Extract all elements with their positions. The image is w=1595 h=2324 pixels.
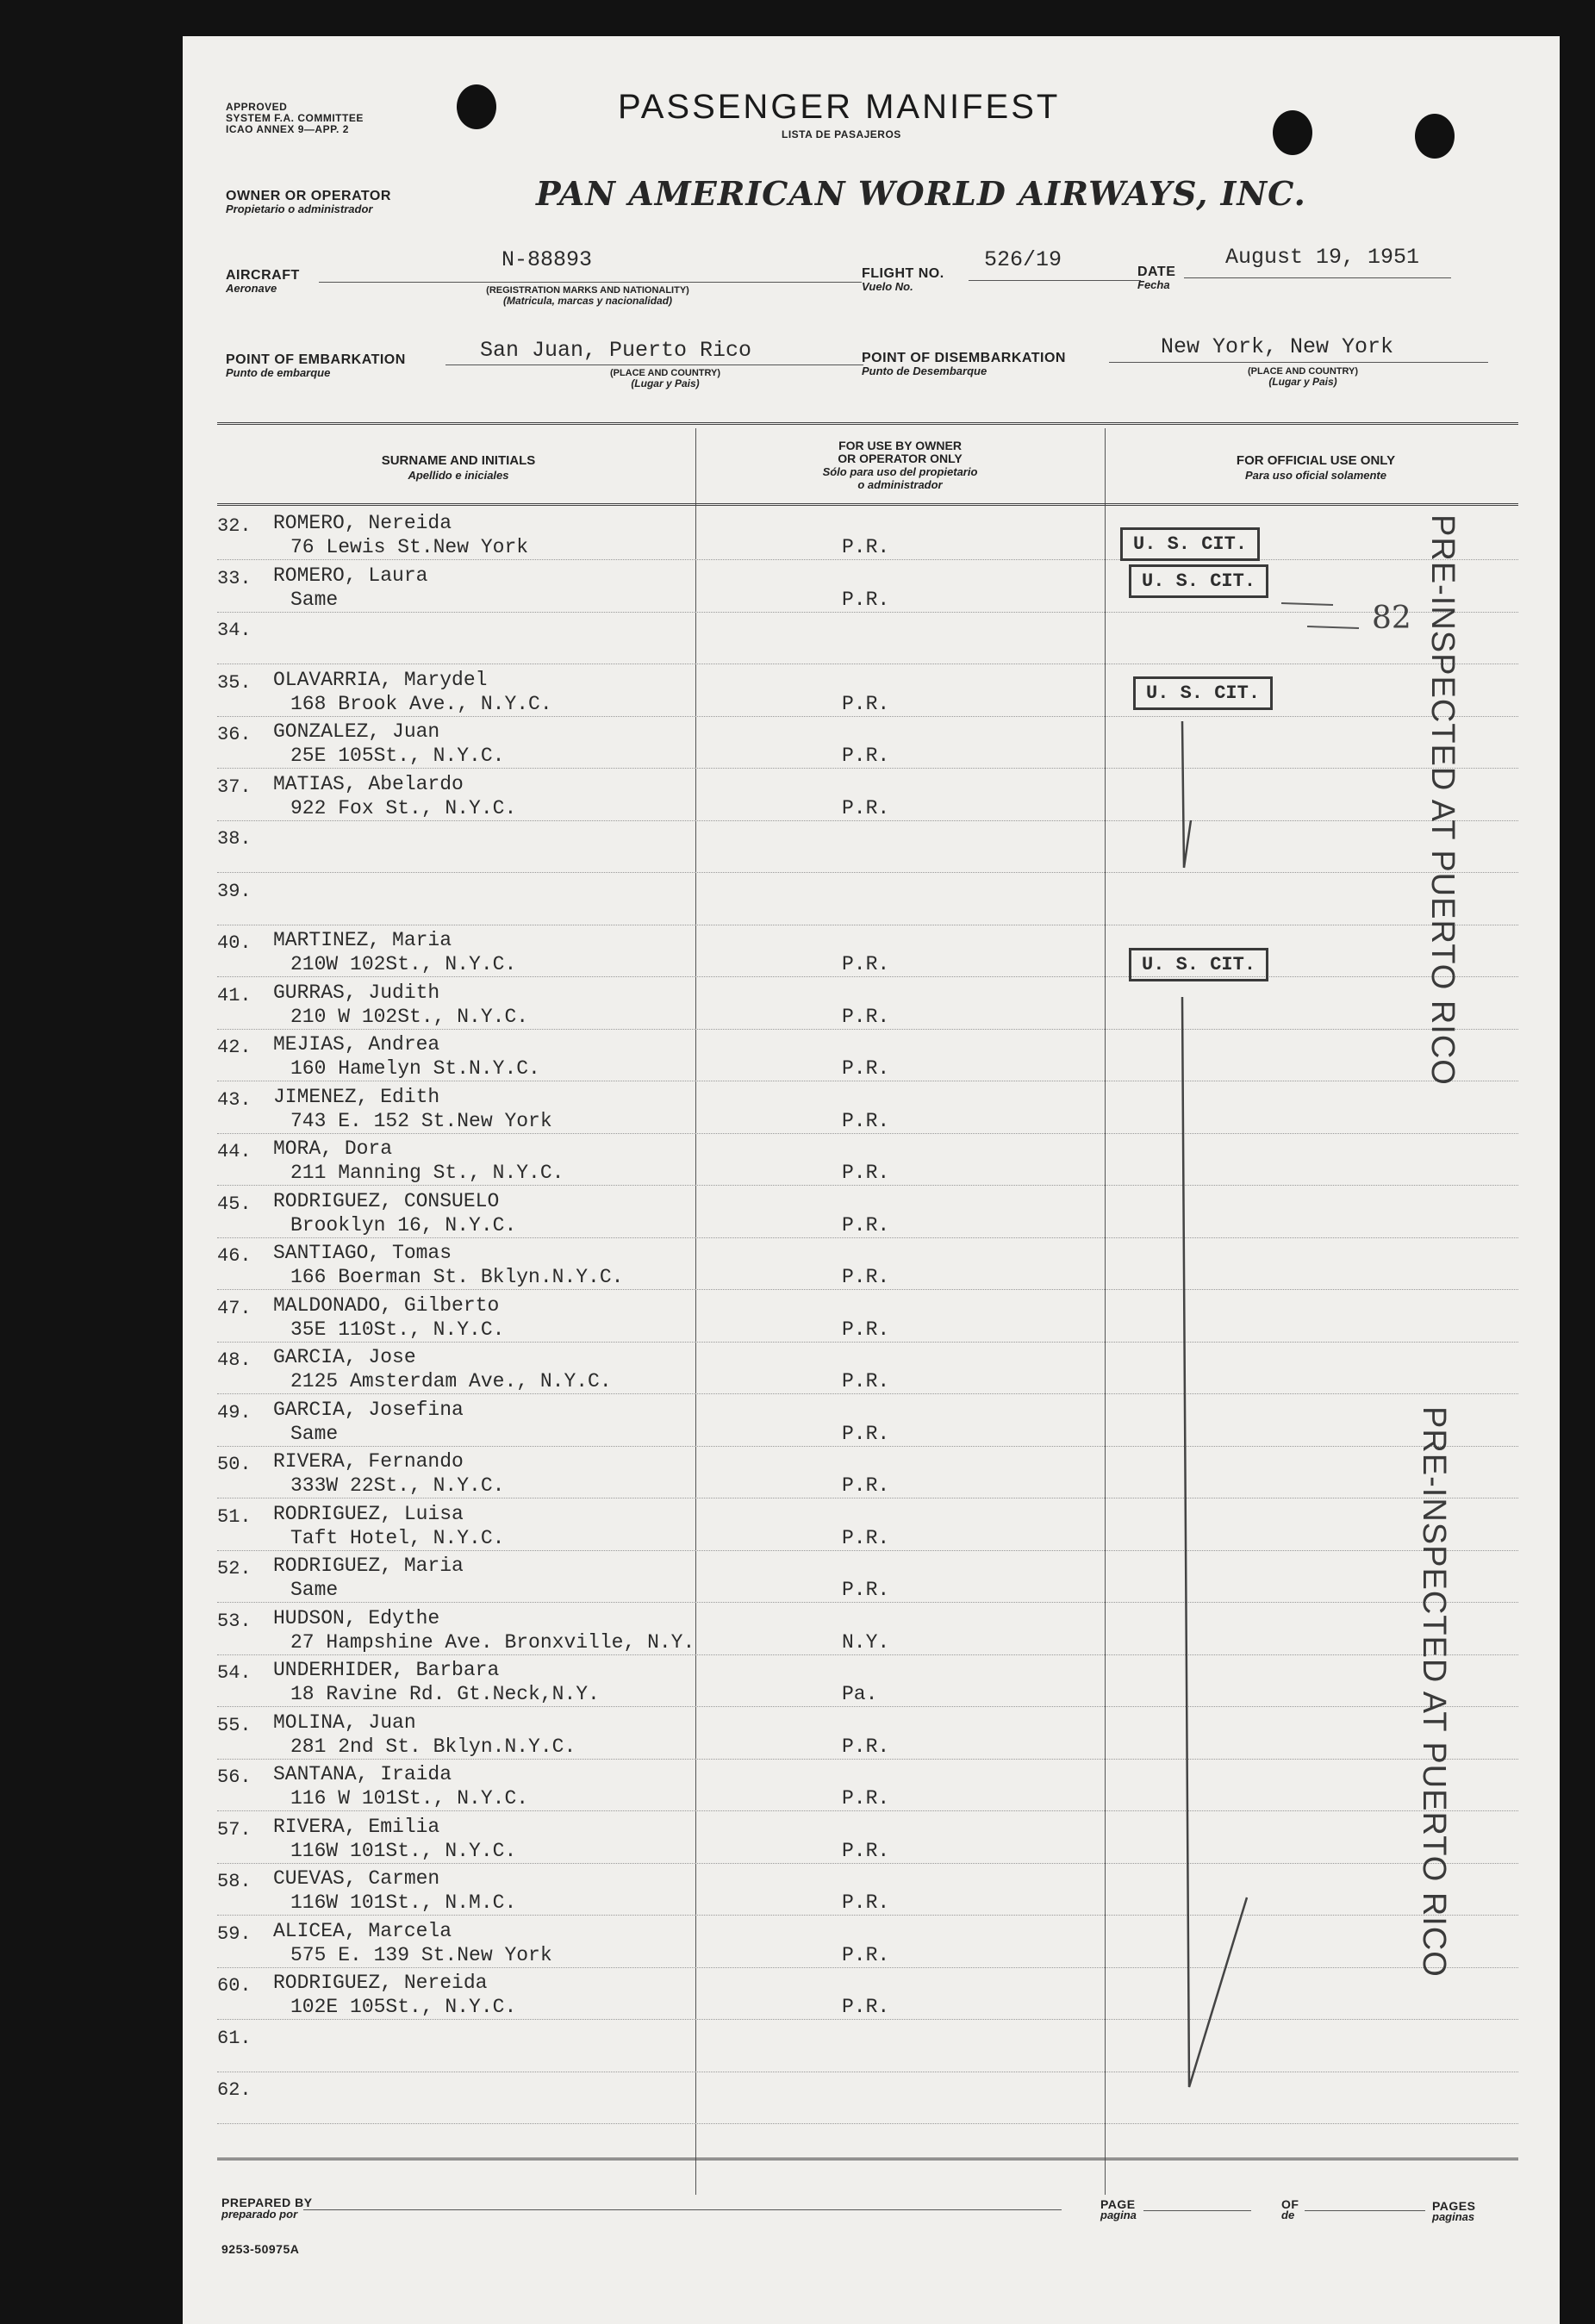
row-number: 33. [217,567,252,589]
row-number: 61. [217,2027,252,2049]
table-row [183,2021,1579,2072]
passenger-name: RIVERA, Fernando [273,1450,464,1473]
operator-note: Pa. [842,1683,878,1705]
table-row [183,1238,1579,1290]
table-row [183,821,1579,873]
page-line [1143,2210,1251,2211]
table-row [183,1447,1579,1498]
disembark-value: New York, New York [1161,334,1394,359]
row-number: 43. [217,1088,252,1111]
operator-note: P.R. [842,1370,890,1393]
passenger-address: 116 W 101St., N.Y.C. [290,1787,529,1810]
row-number: 38. [217,828,252,850]
operator-note: P.R. [842,1735,890,1758]
punch-hole [1415,114,1455,159]
table-row [183,665,1579,717]
aircraft-caption: (REGISTRATION MARKS AND NATIONALITY) (Matricula, marcas y nacionalidad) [486,285,689,307]
table-row [183,1499,1579,1551]
operator-note: P.R. [842,588,890,611]
row-number: 35. [217,671,252,694]
operator-note: P.R. [842,1318,890,1341]
embark-label: POINT OF EMBARKATION [226,352,406,367]
table-row [183,1291,1579,1343]
passenger-address: Same [290,588,339,611]
passenger-name: RODRIGUEZ, Luisa [273,1502,464,1525]
date-value: August 19, 1951 [1225,245,1420,270]
passenger-address: 116W 101St., N.M.C. [290,1891,517,1914]
row-number: 62. [217,2079,252,2101]
table-bottom-rule [217,2158,1518,2160]
operator-note: P.R. [842,1891,890,1914]
operator-note: P.R. [842,745,890,767]
passenger-name: SANTANA, Iraida [273,1763,452,1785]
passenger-address: Same [290,1579,339,1601]
operator-note: P.R. [842,1526,890,1549]
table-row [183,717,1579,769]
operator-note: P.R. [842,1422,890,1445]
passenger-name: ROMERO, Laura [273,564,428,587]
date-label: DATE [1137,265,1176,279]
approval-block [226,102,364,135]
row-number: 37. [217,776,252,798]
passenger-address: 168 Brook Ave., N.Y.C. [290,692,552,715]
passenger-address: 743 E. 152 St.New York [290,1109,552,1132]
of-label: OF [1281,2197,1299,2211]
approval-line: SYSTEM F.A. COMMITTEE [226,112,364,124]
row-number: 42. [217,1037,252,1058]
check-line [1165,717,1199,872]
page-label: PAGE [1100,2197,1136,2211]
operator-note: P.R. [842,536,890,558]
row-rule [217,2123,1518,2124]
operator-note: P.R. [842,1057,890,1080]
passenger-address: 922 Fox St., N.Y.C. [290,796,517,819]
table-row [183,1604,1579,1655]
operator-note: P.R. [842,1266,890,1288]
table-row [183,1916,1579,1968]
row-number: 46. [217,1245,252,1267]
table-row [183,508,1579,560]
page-subtitle: LISTA DE PASAJEROS [782,128,901,140]
row-number: 59. [217,1922,252,1945]
table-row [183,874,1579,925]
passenger-name: HUDSON, Edythe [273,1606,440,1629]
passenger-name: RODRIGUEZ, Maria [273,1555,464,1577]
owner-column-header: FOR USE BY OWNER OR OPERATOR ONLY Sólo para uso del propietario o administrador [822,439,978,491]
passenger-name: UNDERHIDER, Barbara [273,1659,500,1681]
prepared-by-line [303,2209,1062,2210]
date-label-es: Fecha [1137,278,1170,291]
table-row [183,1864,1579,1916]
name-column-header: SURNAME AND INITIALS Apellido e iniciales [381,453,536,482]
prepared-by-label-es: preparado por [221,2208,298,2221]
punch-hole [1273,110,1312,155]
embark-value: San Juan, Puerto Rico [480,338,752,363]
passenger-name: RIVERA, Emilia [273,1815,440,1838]
passenger-name: GURRAS, Judith [273,981,440,1004]
passenger-address: 76 Lewis St.New York [290,536,529,558]
table-row [183,1187,1579,1238]
disembark-line [1109,362,1488,363]
row-number: 47. [217,1297,252,1319]
row-number: 32. [217,515,252,537]
passenger-address: 27 Hampshine Ave. Bronxville, N.Y. [290,1630,695,1654]
table-row [183,1082,1579,1134]
table-row [183,1551,1579,1603]
row-number: 40. [217,932,252,954]
pre-inspected-stamp: PRE-INSPECTED AT PUERTO RICO [1424,514,1461,1086]
passenger-name: MEJIAS, Andrea [273,1033,440,1056]
passenger-name: GARCIA, Josefina [273,1398,464,1421]
passenger-address: Brooklyn 16, N.Y.C. [290,1213,517,1237]
approval-line: ICAO ANNEX 9—APP. 2 [226,123,349,135]
row-number: 44. [217,1141,252,1162]
row-number: 45. [217,1193,252,1215]
passenger-address: 35E 110St., N.Y.C. [290,1318,505,1341]
passenger-name: OLAVARRIA, Marydel [273,668,488,691]
passenger-address: 210 W 102St., N.Y.C. [290,1005,529,1028]
table-row [183,1134,1579,1186]
operator-note: P.R. [842,1109,890,1132]
operator-note: P.R. [842,1213,890,1237]
table-top-rule [217,422,1518,425]
operator-note: P.R. [842,692,890,715]
form-number: 9253-50975A [221,2242,300,2256]
operator-note: P.R. [842,1787,890,1810]
row-number: 41. [217,984,252,1006]
row-number: 52. [217,1558,252,1579]
passenger-address: 25E 105St., N.Y.C. [290,745,505,767]
us-citizen-stamp: U. S. CIT. [1133,676,1273,710]
embark-caption: (PLACE AND COUNTRY) (Lugar y Pais) [609,368,721,389]
passenger-address: 2125 Amsterdam Ave., N.Y.C. [290,1370,612,1393]
pages-label: PAGES [1432,2199,1476,2213]
row-number: 58. [217,1871,252,1892]
aircraft-label-es: Aeronave [226,282,277,295]
table-row [183,1030,1579,1081]
passenger-name: MOLINA, Juan [273,1710,416,1734]
passenger-name: RODRIGUEZ, Nereida [273,1972,488,1994]
row-number: 54. [217,1662,252,1684]
row-number: 55. [217,1714,252,1736]
passenger-address: 160 Hamelyn St.N.Y.C. [290,1057,540,1080]
operator-note: P.R. [842,1996,890,2018]
passenger-name: GARCIA, Jose [273,1346,416,1368]
of-line [1305,2210,1425,2211]
table-row [183,925,1579,977]
official-column-header: FOR OFFICIAL USE ONLY Para uso oficial solamente [1236,453,1396,482]
passenger-name: MORA, Dora [273,1137,393,1160]
page-label-es: pagina [1100,2209,1137,2221]
row-number: 57. [217,1818,252,1841]
passenger-address: 210W 102St., N.Y.C. [290,953,517,975]
passenger-name: SANTIAGO, Tomas [273,1242,452,1264]
aircraft-line [319,282,862,283]
check-line [1165,993,1268,2113]
header-rule [217,503,1518,506]
table-row [183,2072,1579,2124]
passenger-name: RODRIGUEZ, CONSUELO [273,1189,500,1212]
disembark-caption: (PLACE AND COUNTRY) (Lugar y Pais) [1247,366,1359,388]
handwritten-dash [1273,588,1376,639]
operator-note: P.R. [842,1943,890,1966]
embark-label-es: Punto de embarque [226,366,331,379]
owner-label: OWNER OR OPERATOR [226,189,391,203]
table-row [183,1760,1579,1811]
passenger-address: 211 Manning St., N.Y.C. [290,1162,564,1184]
operator-note: P.R. [842,1162,890,1184]
row-number: 50. [217,1454,252,1475]
row-number: 60. [217,1975,252,1997]
table-row [183,1655,1579,1707]
operator-note: P.R. [842,796,890,819]
manifest-page [183,36,1560,2324]
passenger-address: 333W 22St., N.Y.C. [290,1474,505,1497]
flight-label: FLIGHT NO. [862,266,944,281]
passenger-address: Same [290,1422,339,1445]
flight-label-es: Vuelo No. [862,280,913,293]
approval-line: APPROVED [226,101,288,113]
table-row [183,1968,1579,2020]
table-row [183,1343,1579,1394]
operator-note: P.R. [842,1579,890,1601]
row-number: 56. [217,1766,252,1788]
flight-value: 526/19 [984,247,1062,272]
operator-name: PAN AMERICAN WORLD AIRWAYS, INC. [536,174,1306,213]
passenger-name: ALICEA, Marcela [273,1919,452,1942]
aircraft-label: AIRCRAFT [226,268,300,283]
passenger-name: GONZALEZ, Juan [273,720,440,743]
row-number: 39. [217,880,252,902]
aircraft-value: N-88893 [502,247,593,272]
us-citizen-stamp: U. S. CIT. [1129,948,1268,981]
operator-note: P.R. [842,1474,890,1497]
disembark-label-es: Punto de Desembarque [862,364,988,377]
row-number: 36. [217,724,252,745]
row-number: 51. [217,1505,252,1528]
row-number: 53. [217,1610,252,1632]
passenger-name: MARTINEZ, Maria [273,929,452,951]
row-number: 49. [217,1401,252,1424]
row-number: 34. [217,620,252,641]
flight-line [969,280,1141,281]
embark-line [445,364,863,365]
passenger-address: 116W 101St., N.Y.C. [290,1839,517,1862]
passenger-name: ROMERO, Nereida [273,512,452,534]
operator-note: P.R. [842,1005,890,1028]
passenger-name: MALDONADO, Gilberto [273,1293,500,1317]
passenger-address: Taft Hotel, N.Y.C. [290,1526,505,1549]
pre-inspected-stamp: PRE-INSPECTED AT PUERTO RICO [1416,1406,1452,1978]
passenger-name: JIMENEZ, Edith [273,1085,440,1108]
passenger-address: 102E 105St., N.Y.C. [290,1996,517,2018]
passenger-name: CUEVAS, Carmen [273,1867,440,1890]
row-number: 48. [217,1349,252,1371]
page-title: PASSENGER MANIFEST [618,88,1061,126]
of-label-es: de [1281,2209,1295,2221]
table-row [183,1395,1579,1447]
owner-label-es: Propietario o administrador [226,202,373,215]
pages-label-es: paginas [1432,2210,1475,2223]
operator-note: N.Y. [842,1630,890,1654]
disembark-label: POINT OF DISEMBARKATION [862,351,1066,365]
table-row [183,769,1579,821]
passenger-name: MATIAS, Abelardo [273,772,464,795]
table-row [183,978,1579,1030]
operator-note: P.R. [842,953,890,975]
punch-hole [457,84,496,129]
passenger-address: 18 Ravine Rd. Gt.Neck,N.Y. [290,1683,600,1705]
operator-note: P.R. [842,1839,890,1862]
passenger-address: 575 E. 139 St.New York [290,1943,552,1966]
table-row [183,1708,1579,1760]
prepared-by-label: PREPARED BY [221,2196,313,2209]
us-citizen-stamp: U. S. CIT. [1129,564,1268,598]
date-line [1184,277,1451,278]
handwritten-count: 82 [1372,601,1411,636]
us-citizen-stamp: U. S. CIT. [1120,527,1260,561]
passenger-address: 166 Boerman St. Bklyn.N.Y.C. [290,1266,624,1288]
table-row [183,1812,1579,1864]
passenger-address: 281 2nd St. Bklyn.N.Y.C. [290,1735,576,1758]
